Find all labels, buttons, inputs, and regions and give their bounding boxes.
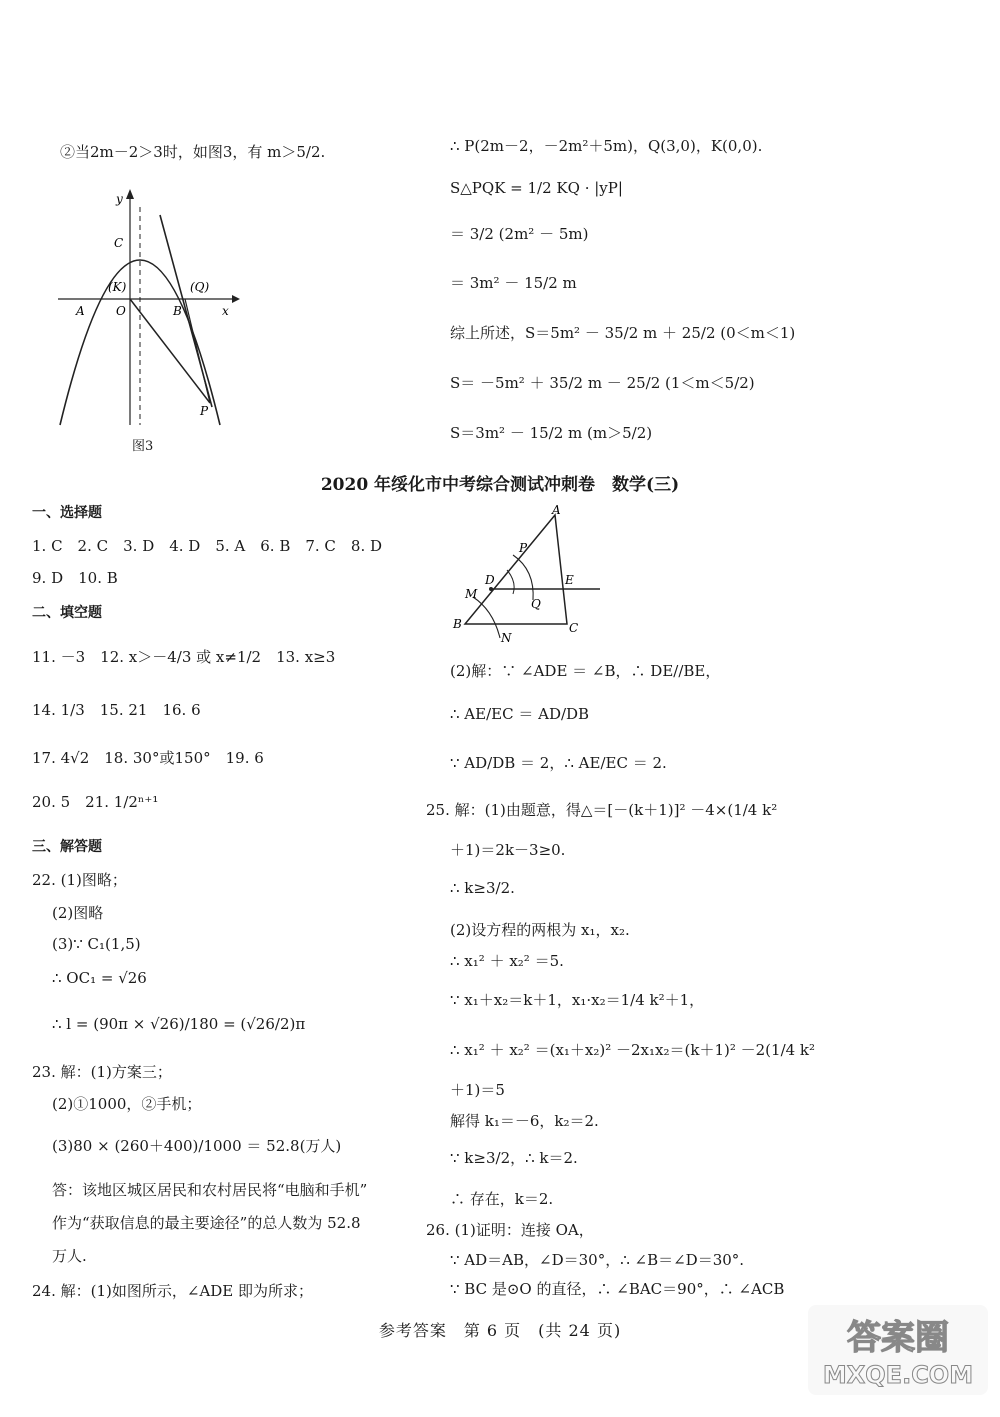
page-footer: 参考答案 第 6 页 (共 24 页) (378, 1321, 622, 1340)
left-line: 作为“获取信息的最主要途径”的总人数为 52.8 (52, 1214, 361, 1232)
fig3-label-P: P (200, 404, 209, 418)
right-line: ∴ x₁² ＋ x₂² ＝(x₁＋x₂)² －2x₁x₂＝(k＋1)² －2(1/4 k² (450, 1041, 816, 1059)
tri-label-N: N (501, 631, 512, 645)
right-line: 解得 k₁＝－6，k₂＝2. (450, 1112, 599, 1130)
fig3-label-C: C (114, 236, 124, 250)
rt-line-6: S＝ －5m² ＋ 35/2 m － 25/2 (1＜m＜5/2) (450, 374, 755, 392)
watermark-bottom: MXQE.COM (822, 1361, 974, 1389)
left-line: 11. －3 12. x＞－4/3 或 x≠1/2 13. x≥3 (32, 648, 336, 666)
left-line: ∴ l = (90π × √26)/180 = (√26/2)π (52, 1015, 306, 1033)
figure-triangle-construction (445, 500, 615, 650)
tri-label-P: P (519, 541, 528, 555)
fig3-label-B: B (173, 304, 182, 318)
fig3-label-O: O (116, 304, 126, 318)
left-line: 9. D 10. B (32, 569, 118, 587)
left-line: 23. 解：(1)方案三； (32, 1063, 172, 1081)
left-line: 22. (1)图略； (32, 871, 127, 889)
right-line: ∴ k≥3/2. (450, 879, 515, 897)
right-line: ∴ x₁² ＋ x₂² ＝5. (450, 952, 564, 970)
right-line: ∵ AD＝AB，∠D＝30°，∴ ∠B＝∠D＝30°. (450, 1251, 745, 1269)
rt-line-5: 综上所述，S＝5m² － 35/2 m ＋ 25/2 (0＜m＜1) (450, 324, 796, 342)
right-line: (2)解：∵ ∠ADE ＝ ∠B，∴ DE//BE， (450, 662, 721, 680)
rt-line-7: S＝3m² － 15/2 m (m＞5/2) (450, 424, 653, 442)
right-line: ∵ AD/DB ＝ 2，∴ AE/EC ＝ 2. (450, 754, 667, 772)
section-title: 2020 年绥化市中考综合测试冲刺卷 数学(三) (320, 475, 680, 495)
left-line: (3)80 × (260＋400)/1000 ＝ 52.8(万人) (52, 1137, 342, 1155)
rt-line-1: ∴ P(2m－2，－2m²＋5m)，Q(3,0)，K(0,0). (450, 137, 763, 155)
left-line: (2)①1000，②手机； (52, 1095, 202, 1113)
tri-label-B: B (453, 617, 462, 631)
fig3-caption: 图3 (132, 439, 154, 454)
fig3-label-A: A (76, 304, 85, 318)
watermark-top: 答案圈 (847, 1318, 949, 1358)
tri-label-D: D (485, 573, 495, 587)
right-line: 26. (1)证明：连接 OA， (426, 1221, 594, 1239)
left-line: (2)图略 (52, 904, 104, 922)
case2-text: ②当2m－2＞3时，如图3，有 m＞5/2. (60, 143, 326, 161)
right-line: 25. 解：(1)由题意，得△＝[－(k＋1)]² －4×(1/4 k² (426, 801, 778, 819)
left-line: ∴ OC₁ = √26 (52, 969, 147, 987)
tri-label-C: C (569, 621, 579, 635)
fig3-label-x: x (222, 304, 229, 318)
right-line: ∵ k≥3/2，∴ k＝2. (450, 1149, 578, 1167)
heading-choice: 一、选择题 (32, 505, 102, 521)
left-line: 20. 5 21. 1/2ⁿ⁺¹ (32, 793, 159, 811)
watermark-logo (808, 1305, 988, 1399)
figure-3-parabola (50, 185, 250, 435)
left-line: 1. C 2. C 3. D 4. D 5. A 6. B 7. C 8. D (32, 537, 383, 555)
tri-label-E: E (565, 573, 574, 587)
left-line: 24. 解：(1)如图所示，∠ADE 即为所求； (32, 1282, 314, 1300)
heading-solve: 三、解答题 (32, 839, 102, 855)
rt-line-3: ＝ 3/2 (2m² － 5m) (450, 225, 589, 243)
left-line: 14. 1/3 15. 21 16. 6 (32, 701, 201, 719)
right-line: ＋1)＝2k－3≥0. (450, 841, 566, 859)
fig3-label-Q: (Q) (190, 280, 210, 294)
fig3-label-y: y (116, 192, 123, 206)
right-line: ∴ 存在，k＝2. (450, 1190, 554, 1208)
heading-fill: 二、填空题 (32, 605, 102, 621)
rt-line-4: ＝ 3m² － 15/2 m (450, 274, 577, 292)
tri-label-M: M (465, 587, 478, 601)
left-line: 17. 4√2 18. 30°或150° 19. 6 (32, 749, 264, 767)
right-line: ∴ AE/EC ＝ AD/DB (450, 705, 590, 723)
left-line: (3)∵ C₁(1,5) (52, 935, 141, 953)
left-line: 答：该地区城区居民和农村居民将“电脑和手机” (52, 1181, 368, 1199)
rt-line-2: S△PQK = 1/2 KQ · |yP| (450, 179, 623, 197)
right-line: ∵ BC 是⊙O 的直径，∴ ∠BAC＝90°，∴ ∠ACB (450, 1280, 785, 1298)
tri-label-A: A (552, 503, 561, 517)
right-line: (2)设方程的两根为 x₁，x₂. (450, 921, 630, 939)
left-line: 万人. (52, 1247, 87, 1265)
fig3-label-K: (K) (108, 280, 127, 294)
tri-label-Q: Q (531, 597, 541, 611)
right-line: ＋1)＝5 (450, 1081, 505, 1099)
right-line: ∵ x₁＋x₂＝k＋1，x₁·x₂＝1/4 k²＋1， (450, 991, 705, 1009)
